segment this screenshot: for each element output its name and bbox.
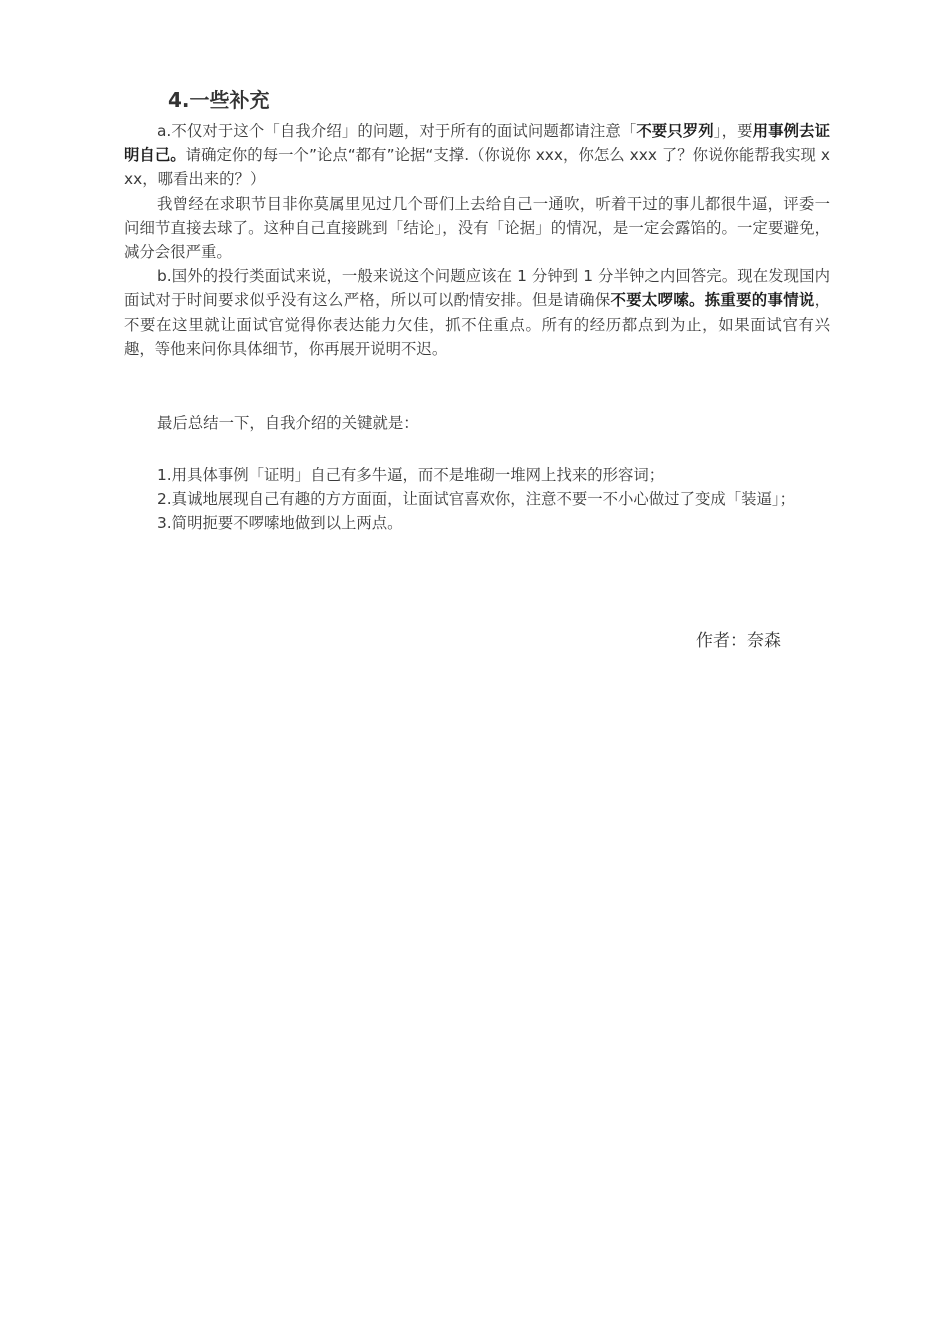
paragraph-b (124, 264, 830, 361)
paragraph-a-text-3: 请确定你的每一个”论点“都有”论据“支撑.（你说你 xxx，你怎么 xxx 了？你说你能帮我实现 xxx，哪看出来的？） (124, 146, 830, 189)
paragraph-a-bold-2: 用事例去证明自己。 (124, 122, 830, 165)
section-heading: 4.一些补充 (168, 88, 270, 112)
summary-intro-block (124, 411, 830, 435)
supplement-body (124, 119, 830, 361)
paragraph-a-bold-1: 不要只罗列 (636, 122, 714, 140)
paragraph-b-text-2: ，不要在这里就让面试官觉得你表达能力欠佳，抓不住重点。所有的经历都点到为止，如果面试官有兴趣，等他来问你具体细节，你再展开说明不迟。 (124, 291, 830, 358)
paragraph-a (124, 119, 830, 192)
summary-list (124, 463, 830, 536)
paragraph-anecdote: 我曾经在求职节目非你莫属里见过几个哥们上去给自己一通吹，听着干过的事儿都很牛逼，评委一问细节直接去球了。这种自己直接跳到「结论」，没有「论据」的情况，是一定会露馅的。一定要避免，减分会很严重。 (124, 194, 830, 262)
summary-intro: 最后总结一下，自我介绍的关键就是： (157, 414, 419, 432)
paragraph-b-bold-1: 不要太啰嗦。拣重要的事情说 (610, 291, 815, 310)
summary-item: 1.用具体事例「证明」自己有多牛逼，而不是堆砌一堆网上找来的形容词； (157, 466, 665, 484)
paragraph-a-text-2: 」，要 (713, 122, 753, 140)
summary-item: 3.简明扼要不啰嗦地做到以上两点。 (157, 514, 403, 533)
summary-item: 2.真诚地展现自己有趣的方方面面，让面试官喜欢你，注意不要一不小心做过了变成「装逼」； (157, 490, 796, 509)
author-signature: 作者：奈森 (696, 631, 781, 651)
paragraph-a-text-1: a.不仅对于这个「自我介绍」的问题，对于所有的面试问题都请注意「 (157, 122, 637, 140)
paragraph-b-text-1: b.国外的投行类面试来说，一般来说这个问题应该在 1 分钟到 1 分半钟之内回答完。现在发现国内面试对于时间要求似乎没有这么严格，所以可以酌情安排。但是请确保 (124, 267, 830, 310)
